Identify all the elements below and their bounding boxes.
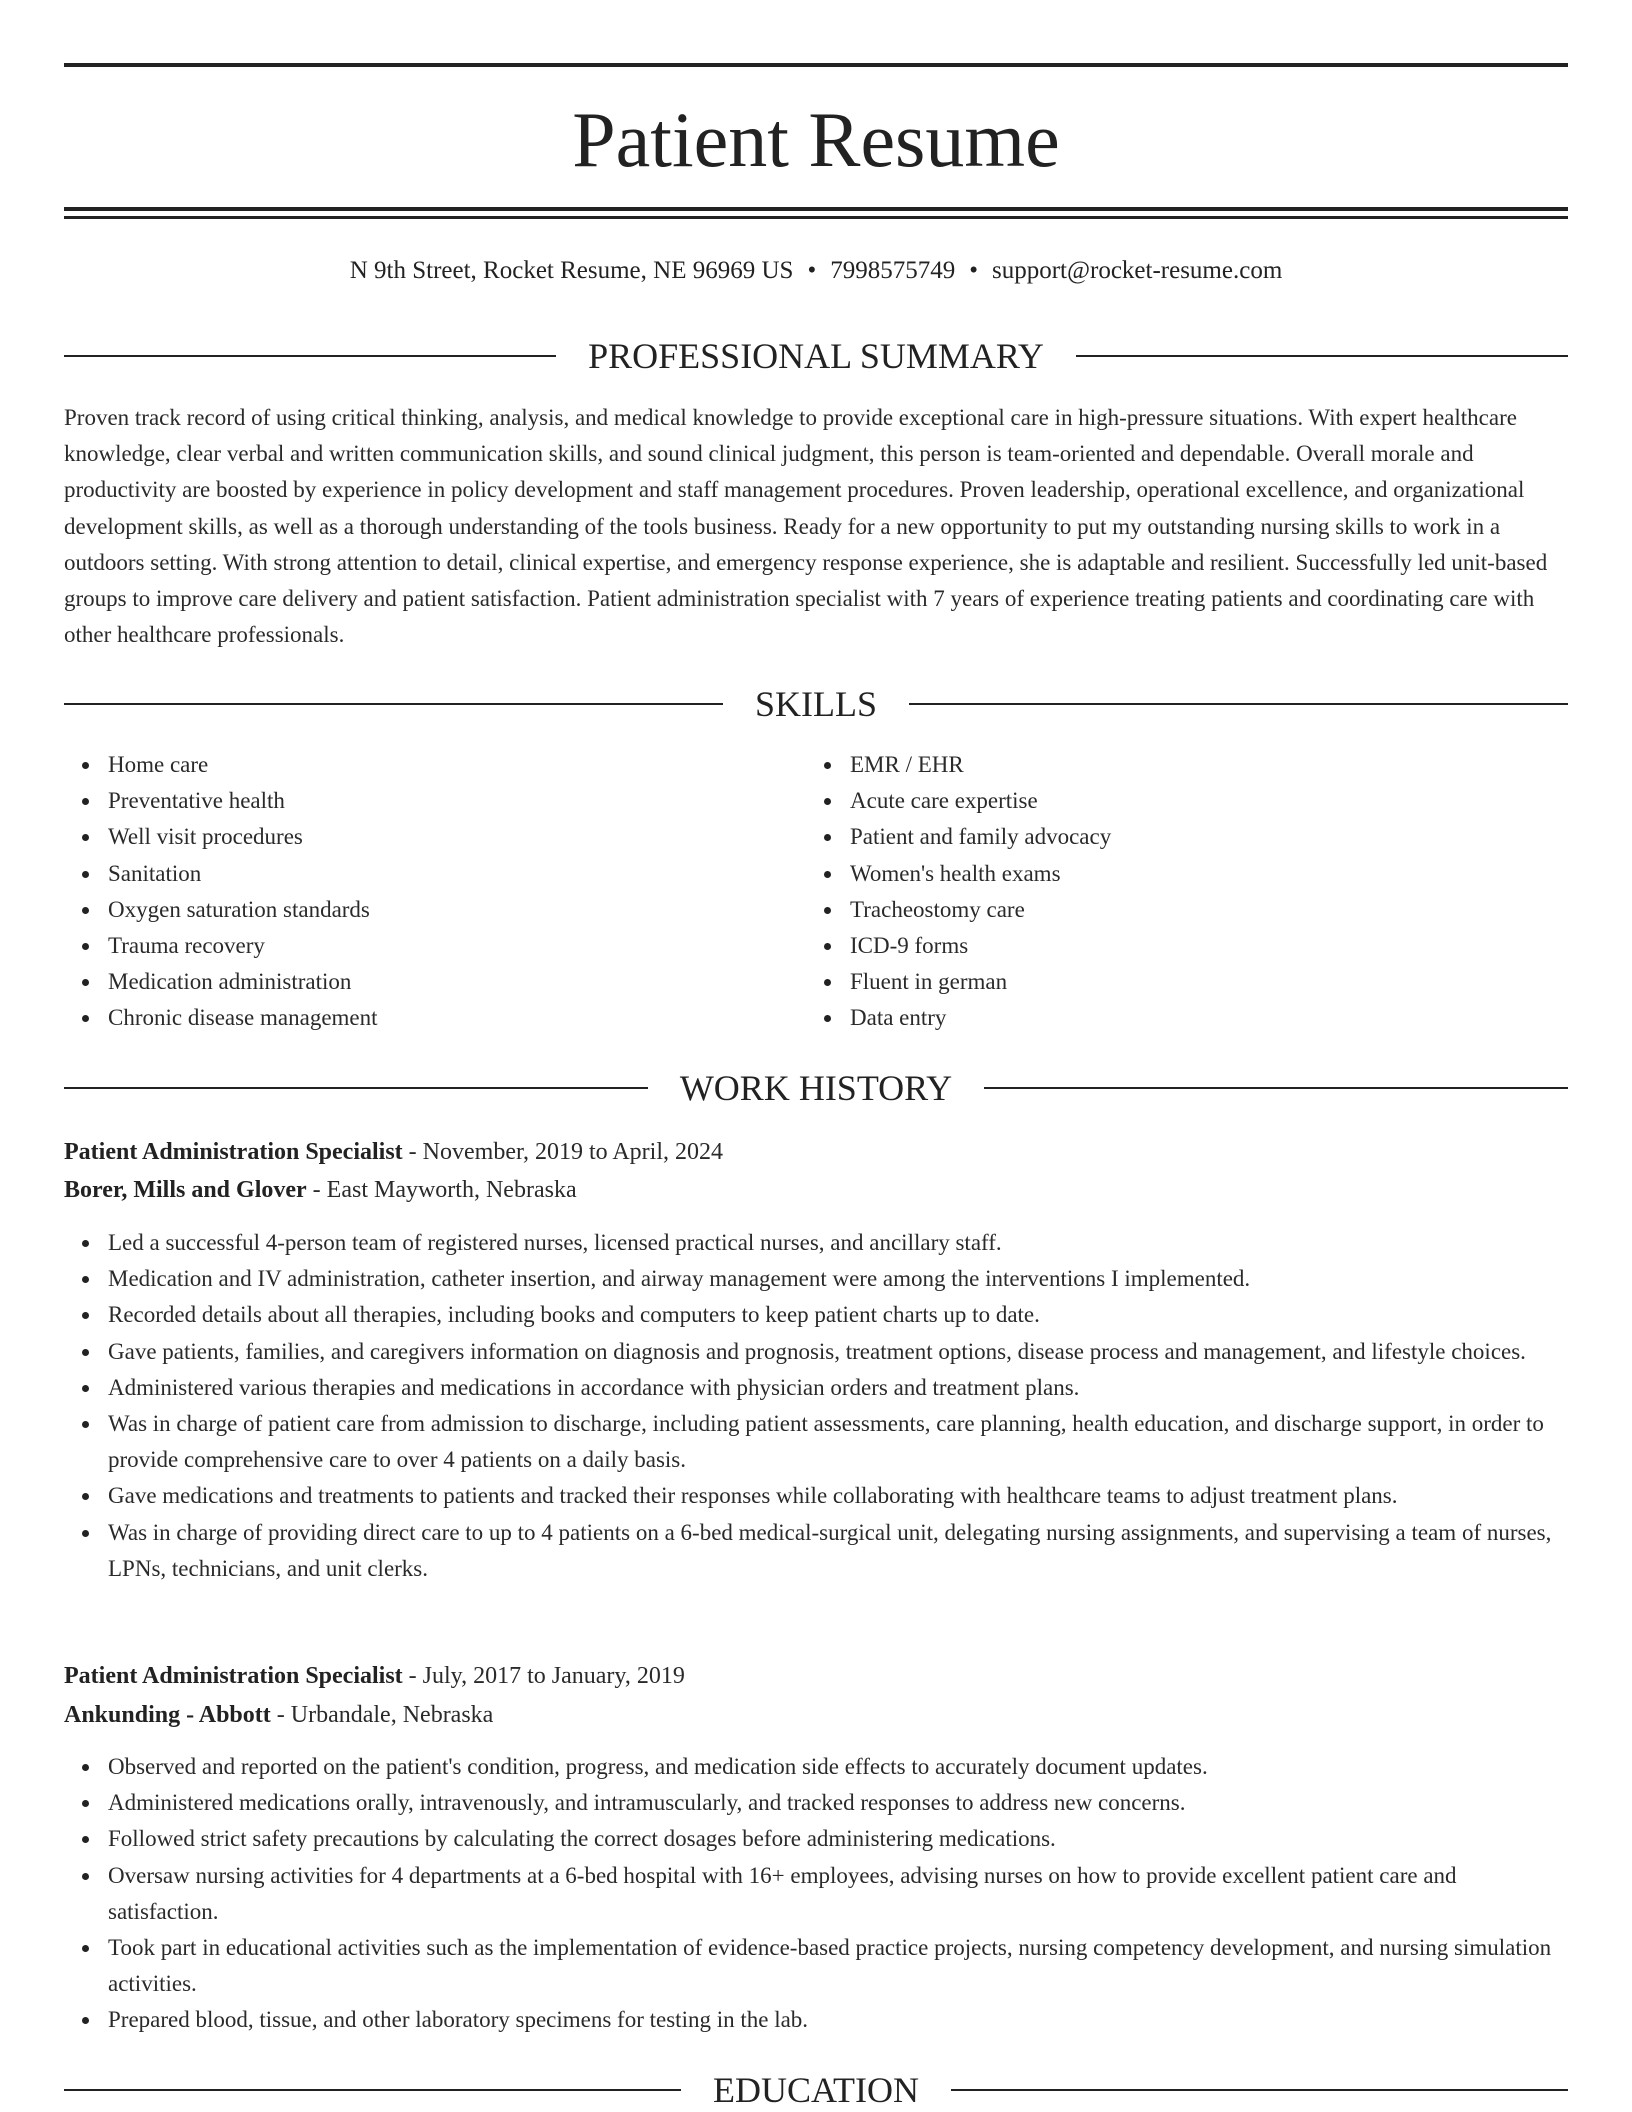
job-company-line (64, 1697, 1568, 1733)
skill-item: Acute care expertise (850, 783, 1548, 819)
skills-column-left (64, 747, 806, 1037)
section-rule (64, 1087, 648, 1089)
section-header-skills (64, 682, 1568, 726)
job-company-line (64, 1172, 1568, 1208)
skill-item: Home care (108, 747, 806, 783)
job-bullets (64, 1749, 1568, 2039)
section-title: SKILLS (755, 684, 878, 724)
skill-item: Trauma recovery (108, 928, 806, 964)
job-company: Borer, Mills and Glover (64, 1177, 307, 1203)
job-bullets (64, 1225, 1568, 1587)
skill-item: Preventative health (108, 783, 806, 819)
job-title: Patient Administration Specialist (64, 1663, 403, 1689)
section-rule (909, 703, 1568, 705)
skill-item: Women's health exams (850, 856, 1548, 892)
skill-item: Medication administration (108, 964, 806, 1000)
skill-item: ICD-9 forms (850, 928, 1548, 964)
header-top-rule (64, 63, 1568, 67)
job-title-line (64, 1658, 1568, 1694)
job-bullet: Took part in educational activities such as the implementation of evidence-based practice projects, nursing competency development, and nursing simulation activities. (108, 1930, 1568, 2002)
contact-email[interactable]: support@rocket-resume.com (991, 257, 1283, 284)
contact-phone: 7998575749 (830, 257, 956, 284)
section-header-summary (64, 334, 1568, 378)
job-bullet: Was in charge of patient care from admission to discharge, including patient assessments, care planning, health education, and discharge support, in order to provide comprehensive care to over 4 patients on a daily basis. (108, 1406, 1568, 1478)
section-rule (64, 2089, 681, 2091)
professional-summary-text: Proven track record of using critical thinking, analysis, and medical knowledge to provide exceptional care in high-pressure situations. With expert healthcare knowledge, clear verbal and written communication skills, and sound clinical judgment, this person is team-oriented and dependable. Overall morale and productivity are boosted by experience in policy development and staff management procedures. Proven leadership, operational excellence, and organizational development skills, as well as a thorough understanding of the tools business. Ready for a new opportunity to put my outstanding nursing skills to work in a outdoors setting. With strong attention to detail, clinical expertise, and emergency response experience, she is adaptable and resilient. Successfully led unit-based groups to improve care delivery and patient satisfaction. Patient administration specialist with 7 years of experience treating patients and coordinating care with other healthcare professionals. (64, 405, 1548, 648)
skill-item: Fluent in german (850, 964, 1548, 1000)
job-bullet: Observed and reported on the patient's condition, progress, and medication side effects to accurately document updates. (108, 1749, 1568, 1785)
job-bullet: Gave medications and treatments to patients and tracked their responses while collaborating with healthcare teams to adjust treatment plans. (108, 1478, 1568, 1514)
skill-item: Well visit procedures (108, 819, 806, 855)
job-bullet: Administered medications orally, intravenously, and intramuscularly, and tracked responses to address new concerns. (108, 1785, 1568, 1821)
skill-item: Sanitation (108, 856, 806, 892)
job-dates: - July, 2017 to January, 2019 (402, 1663, 685, 1689)
header-bottom-rule-double (64, 216, 1568, 219)
section-header-work-history (64, 1066, 1568, 1110)
skills-list (64, 747, 1568, 1037)
section-title: WORK HISTORY (679, 1068, 953, 1108)
contact-separator: • (969, 257, 978, 284)
job-bullet: Medication and IV administration, catheter insertion, and airway management were among the interventions I implemented. (108, 1261, 1568, 1297)
job-bullet: Gave patients, families, and caregivers information on diagnosis and prognosis, treatment options, disease process and management, and lifestyle choices. (108, 1334, 1568, 1370)
section-header-education (64, 2068, 1568, 2112)
contact-line (64, 255, 1568, 287)
section-title: PROFESSIONAL SUMMARY (588, 336, 1044, 376)
job-company: Ankunding - Abbott (64, 1702, 271, 1728)
job-bullet: Prepared blood, tissue, and other laboratory specimens for testing in the lab. (108, 2002, 1568, 2038)
section-title: EDUCATION (713, 2070, 919, 2110)
skill-item: Data entry (850, 1000, 1548, 1036)
contact-address: N 9th Street, Rocket Resume, NE 96969 US (349, 257, 794, 284)
section-rule (951, 2089, 1568, 2091)
skill-item: Chronic disease management (108, 1000, 806, 1036)
job-title: Patient Administration Specialist (64, 1139, 403, 1165)
skill-item: Tracheostomy care (850, 892, 1548, 928)
section-rule (64, 355, 556, 357)
resume-name: Patient Resume (572, 96, 1060, 183)
section-rule (64, 703, 723, 705)
skill-item: Patient and family advocacy (850, 819, 1548, 855)
job-bullet: Oversaw nursing activities for 4 departments at a 6-bed hospital with 16+ employees, advising nurses on how to provide excellent patient care and satisfaction. (108, 1858, 1568, 1930)
job-title-line (64, 1134, 1568, 1170)
job-bullet: Followed strict safety precautions by calculating the correct dosages before administering medications. (108, 1821, 1568, 1857)
job-location: - East Mayworth, Nebraska (306, 1177, 577, 1203)
job-bullet: Administered various therapies and medications in accordance with physician orders and treatment plans. (108, 1370, 1568, 1406)
skill-item: EMR / EHR (850, 747, 1548, 783)
section-rule (984, 1087, 1568, 1089)
section-rule (1076, 355, 1568, 357)
job-location: - Urbandale, Nebraska (270, 1702, 494, 1728)
skill-item: Oxygen saturation standards (108, 892, 806, 928)
job-bullet: Led a successful 4-person team of registered nurses, licensed practical nurses, and ancillary staff. (108, 1225, 1568, 1261)
skills-column-right (806, 747, 1548, 1037)
header-bottom-rule (64, 207, 1568, 211)
contact-separator: • (807, 257, 817, 284)
job-bullet: Recorded details about all therapies, including books and computers to keep patient charts up to date. (108, 1297, 1568, 1333)
job-bullet: Was in charge of providing direct care to up to 4 patients on a 6-bed medical-surgical unit, delegating nursing assignments, and supervising a team of nurses, LPNs, technicians, and unit clerks. (108, 1515, 1568, 1587)
job-dates: - November, 2019 to April, 2024 (402, 1139, 724, 1165)
